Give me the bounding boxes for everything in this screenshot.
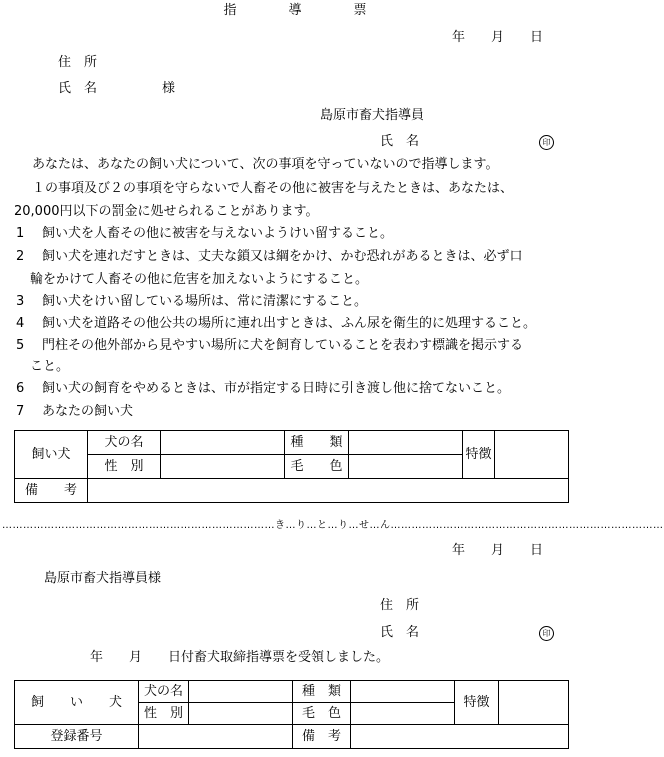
- item-7-number: 7: [16, 404, 25, 419]
- receipt-remarks-label: 備 考: [293, 725, 351, 749]
- slip-date: 年 月 日: [452, 30, 544, 45]
- item-4-number: 4: [16, 316, 25, 331]
- item-6-number: 6: [16, 381, 25, 396]
- receipt-name-label: 氏 名: [380, 625, 420, 640]
- receipt-date: 年 月 日: [452, 543, 544, 558]
- receipt-color-field[interactable]: [351, 703, 455, 725]
- dog-label-cell: [15, 431, 88, 479]
- item-2-number: 2: [16, 249, 25, 264]
- kind-label: 種 類: [285, 431, 349, 455]
- receipt-sex-label: 性 別: [139, 703, 189, 725]
- receipt-statement: 年 月 日付畜犬取締指導票を受領しました。: [90, 650, 390, 665]
- receipt-features-label: 特徴: [455, 681, 499, 725]
- receipt-kind-label: 種 類: [293, 681, 351, 703]
- receipt-seal-mark: 印: [539, 626, 554, 641]
- sex-label: 性 別: [88, 455, 161, 479]
- remarks-field[interactable]: [88, 479, 569, 503]
- receipt-dog-table: [14, 680, 569, 749]
- color-field[interactable]: [349, 455, 463, 479]
- issuer-organization: 島原市畜犬指導員: [320, 108, 425, 123]
- sex-field[interactable]: [161, 455, 285, 479]
- receipt-address-label: 住 所: [380, 598, 420, 613]
- features-field[interactable]: [495, 431, 569, 479]
- slip-title: 指 導 票: [223, 3, 367, 18]
- receipt-dog-label: 飼 い 犬: [30, 694, 122, 710]
- receipt-features-field[interactable]: [499, 681, 569, 725]
- dog-name-field[interactable]: [161, 431, 285, 455]
- seal-mark: 印: [539, 135, 554, 150]
- item-5-number: 5: [16, 338, 25, 353]
- penalty-text-2: 20,000円以下の罰金に処せられることがあります。: [14, 204, 319, 219]
- dog-label: 飼い犬: [31, 446, 71, 462]
- recipient-address-label: 住 所: [58, 55, 98, 70]
- receipt-dog-label-cell: [15, 681, 139, 725]
- item-2-continued: 輪をかけて人畜その他に危害を加えないようにすること。: [30, 272, 369, 287]
- reg-number-field[interactable]: [139, 725, 293, 749]
- item-2-text: 飼い犬を連れだすときは、丈夫な鎖又は綱をかけ、かむ恐れがあるときは、必ず口: [42, 249, 523, 264]
- reg-number-label: 登録番号: [15, 725, 139, 749]
- receipt-dog-name-label: 犬の名: [139, 681, 189, 703]
- intro-text: あなたは、あなたの飼い犬について、次の事項を守っていないので指導します。: [32, 157, 499, 172]
- cut-line: ……………………………………………………………………き…り…と…り…せ…ん……………………………………………………………………: [2, 520, 664, 531]
- receipt-remarks-field[interactable]: [351, 725, 569, 749]
- dog-name-label: 犬の名: [88, 431, 161, 455]
- item-4-text: 飼い犬を道路その他公共の場所に連れ出すときは、ふん尿を衛生的に処理すること。: [42, 316, 537, 331]
- recipient-name-label: 氏 名 様: [58, 81, 176, 96]
- receipt-dog-name-field[interactable]: [189, 681, 293, 703]
- kind-field[interactable]: [349, 431, 463, 455]
- receipt-color-label: 毛 色: [293, 703, 351, 725]
- item-6-text: 飼い犬の飼育をやめるときは、市が指定する日時に引き渡し他に捨てないこと。: [42, 381, 511, 396]
- item-7-text: あなたの飼い犬: [42, 404, 134, 419]
- dog-info-table: [14, 430, 569, 503]
- receipt-kind-field[interactable]: [351, 681, 455, 703]
- remarks-label: 備 考: [15, 479, 88, 503]
- receipt-sex-field[interactable]: [189, 703, 293, 725]
- issuer-name-label: 氏 名: [380, 134, 420, 149]
- item-1-number: 1: [16, 226, 25, 241]
- item-1-text: 飼い犬を人畜その他に被害を与えないようけい留すること。: [42, 226, 394, 241]
- item-5-continued: こと。: [30, 359, 70, 374]
- item-3-number: 3: [16, 294, 25, 309]
- features-label: 特徴: [463, 431, 495, 479]
- color-label: 毛 色: [285, 455, 349, 479]
- penalty-text-1: １の事項及び２の事項を守らないで人畜その他に被害を与えたときは、あなたは、: [32, 181, 514, 196]
- item-5-text: 門柱その他外部から見やすい場所に犬を飼育していることを表わす標識を掲示する: [42, 338, 524, 353]
- item-3-text: 飼い犬をけい留している場所は、常に清潔にすること。: [42, 294, 368, 309]
- receipt-addressee: 島原市畜犬指導員様: [44, 571, 162, 586]
